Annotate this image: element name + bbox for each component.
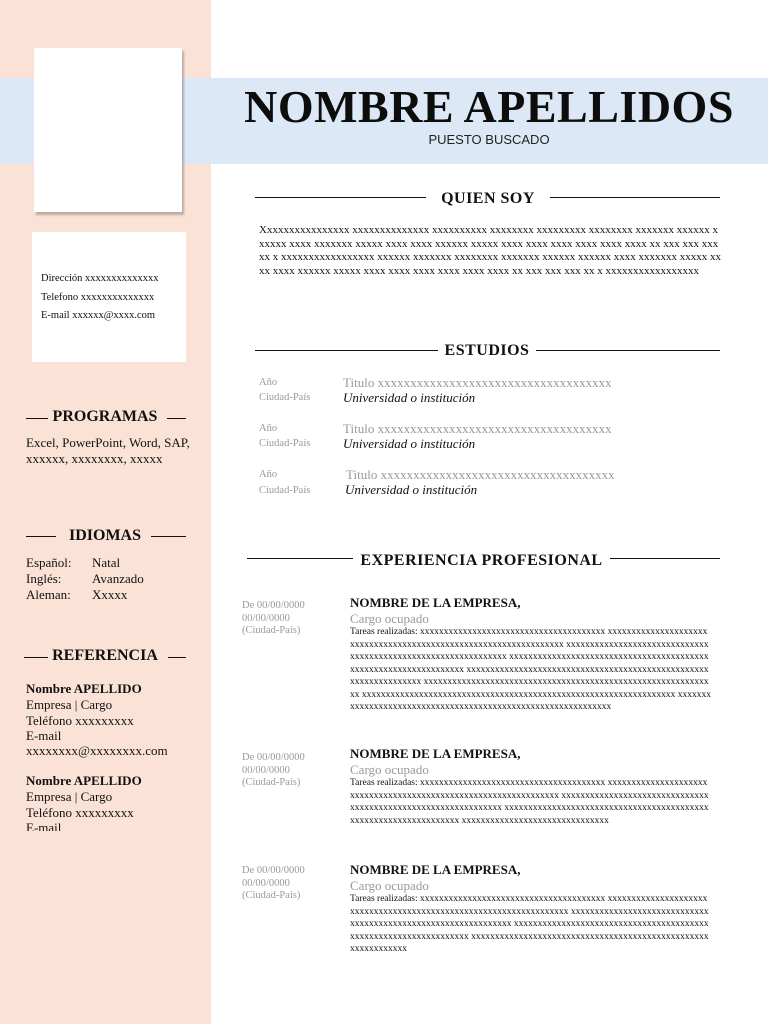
- candidate-name: NOMBRE APELLIDOS: [244, 81, 734, 132]
- experience-title: EXPERIENCIA PROFESIONAL: [360, 552, 603, 569]
- reference-email: xxxxxxxx@xxxxxxxx.com: [26, 743, 168, 758]
- language-row: [26, 571, 144, 587]
- experience-rule-left: [247, 558, 353, 559]
- reference-role: Empresa | Cargo: [26, 789, 113, 804]
- job-tasks: Tareas realizadas: xxxxxxxxxxxxxxxxxxxxxxxxxxxxxxxxxxxxxxx xxxxxxxxxxxxxxxxxxxxxxxxxxxxxxxxxxxxxxxxxxxxxxxxxxxxxxxxxxxxxxxxxx xxxxxxxxxxxxxxxxxxxxxxxxxxxxxxxxxxxxxxxxxxxxxxxxxxxxxxxxxxxxxxx xxxxxxxxxxxxxxxxxxxxxxxxxxxxxxxxxxxxxxxxxxxxxxxxxxxxxxxxxxxxxxxxxx xxxxxxxxxxxxxxxxxxxxxxxxxxxxxxxxxxxxxxxxxxxxxxxxxxxxxxxxxxxxxxxxxx xxxxxxxxxxxxxxxxxxxxxxxxxxxxxxxxxxxxxxxxxxxxxxxxxxxxxxxxxxxxxx xxxxxxxxxxxxxxxxxxxxxxxxxxxxxxxxxxxxxxxxxxxxxxxxxxxxxxxxxxxxxxxxxx xxxxxxxxxxxxxxxxxxxxxxxxxxxxxxxxxxxxxxxxxxxxxxxxxxxxxxxxxxxxxx: [350, 627, 711, 712]
- education-city: Ciudad-País: [259, 438, 311, 449]
- job-date-block: [242, 865, 305, 903]
- programs-line-1: Excel, PowerPoint, Word, SAP,: [26, 435, 190, 450]
- about-text: Xxxxxxxxxxxxxxxx xxxxxxxxxxxxxx xxxxxxxxxx xxxxxxxx xxxxxxxxx xxxxxxxx xxxxxxx xxxxxx xxxxxx xxxx xxxxxxx xxxxx xxxx xxxx xxxxxx xxxxx xxxx xxxx xxxx xxxx xxxx xxxx xx xxx xxx xxx xx x xxxxxxxxxxxxxxxxx xxxxxx xxxxxxx xxxxxxxx xxxxxxx xxxxxx xxxxxx xxxx xxxxxxx xxxxx xxxx xxxx xxxxxx xxxxx xxxx xxxx xxxx xxxx xxxx xxxx xx xxx xxx xxx xx x xxxxxxxxxxxxxxxxx: [259, 224, 721, 277]
- education-rule-right: [536, 350, 720, 351]
- job-date-to: 00/00/0000: [242, 764, 290, 776]
- job-place: (Ciudad-País): [242, 625, 301, 636]
- contact-phone: Telefono xxxxxxxxxxxxxx: [41, 292, 155, 303]
- reference-role: Empresa | Cargo: [26, 697, 113, 712]
- job-role: Cargo ocupado: [350, 611, 429, 626]
- job-place: (Ciudad-País): [242, 890, 301, 901]
- job-date-from: De 00/00/0000: [242, 752, 305, 763]
- contact-address: Dirección xxxxxxxxxxxxxx: [41, 273, 159, 284]
- job-company: NOMBRE DE LA EMPRESA,: [350, 595, 521, 610]
- job-role: Cargo ocupado: [350, 878, 429, 893]
- education-year: Año: [259, 423, 278, 434]
- job-company: NOMBRE DE LA EMPRESA,: [350, 746, 521, 761]
- about-rule-right: [550, 197, 720, 198]
- education-institution: Universidad o institución: [345, 482, 478, 497]
- language-row: [26, 587, 128, 603]
- contact-email: E-mail xxxxxx@xxxx.com: [41, 310, 156, 321]
- language-name: Inglés:: [26, 571, 62, 586]
- job-date-to: 00/00/0000: [242, 612, 290, 624]
- references-title: REFERENCIA: [52, 647, 158, 664]
- experience-rule-right: [610, 558, 720, 559]
- languages-title: IDIOMAS: [68, 527, 141, 544]
- language-level: Avanzado: [92, 571, 144, 586]
- reference-phone: Teléfono xxxxxxxxx: [26, 805, 134, 820]
- job-company: NOMBRE DE LA EMPRESA,: [350, 862, 521, 877]
- reference-email-clip: [0, 820, 211, 831]
- job-place: (Ciudad-País): [242, 777, 301, 788]
- education-title: ESTUDIOS: [444, 342, 530, 359]
- education-city: Ciudad-País: [259, 392, 311, 403]
- education-year: Año: [259, 377, 278, 388]
- job-date-block: [242, 752, 305, 790]
- reference-phone: Teléfono xxxxxxxxx: [26, 713, 134, 728]
- education-institution: Universidad o institución: [343, 390, 476, 405]
- job-role: Cargo ocupado: [350, 762, 429, 777]
- education-city: Ciudad-País: [259, 485, 311, 496]
- about-title: QUIEN SOY: [441, 190, 535, 207]
- job-tasks: Tareas realizadas: xxxxxxxxxxxxxxxxxxxxxxxxxxxxxxxxxxxxxxx xxxxxxxxxxxxxxxxxxxxxxxxxxxxxxxxxxxxxxxxxxxxxxxxxxxxxxxxxxxxxxxxxxx xxxxxxxxxxxxxxxxxxxxxxxxxxxxxxxxxxxxxxxxxxxxxxxxxxxxxxxxxxxxxxx xxxxxxxxxxxxxxxxxxxxxxxxxxxxxxxxxxxxxxxxxxxxxxxxxxxxxxxxxxxxxxxxxx xxxxxxxxxxxxxxxxxxxxxxxxxxxxxxxxxxxxxxxxxxxxxxxxxxxxxxxxxxxxxx: [350, 894, 709, 954]
- job-date-from: De 00/00/0000: [242, 600, 305, 611]
- reference-name: Nombre APELLIDO: [26, 681, 142, 696]
- job-date-from: De 00/00/0000: [242, 865, 305, 876]
- reference-name: Nombre APELLIDO: [26, 773, 142, 788]
- programs-line-2: xxxxxx, xxxxxxxx, xxxxx: [26, 451, 163, 466]
- education-rule-left: [255, 350, 438, 351]
- language-name: Español:: [26, 555, 72, 570]
- job-tasks: Tareas realizadas: xxxxxxxxxxxxxxxxxxxxxxxxxxxxxxxxxxxxxxx xxxxxxxxxxxxxxxxxxxxxxxxxxxxxxxxxxxxxxxxxxxxxxxxxxxxxxxxxxxxxxxxx xxxxxxxxxxxxxxxxxxxxxxxxxxxxxxxxxxxxxxxxxxxxxxxxxxxxxxxxxxxxxxx xxxxxxxxxxxxxxxxxxxxxxxxxxxxxxxxxxxxxxxxxxxxxxxxxxxxxxxxxxxxxxxxxx xxxxxxxxxxxxxxxxxxxxxxxxxxxxxxx: [350, 778, 709, 826]
- education-degree: Titulo xxxxxxxxxxxxxxxxxxxxxxxxxxxxxxxxxxxx: [343, 421, 612, 436]
- job-date-block: [242, 600, 305, 638]
- education-degree: Titulo xxxxxxxxxxxxxxxxxxxxxxxxxxxxxxxxxxxx: [346, 467, 615, 482]
- language-name: Aleman:: [26, 587, 71, 602]
- language-level: Natal: [92, 555, 121, 570]
- photo-placeholder: [34, 48, 182, 212]
- about-rule-left: [255, 197, 426, 198]
- language-row: [26, 555, 121, 571]
- education-degree: Titulo xxxxxxxxxxxxxxxxxxxxxxxxxxxxxxxxxxxx: [343, 375, 612, 390]
- reference-email-label: E-mail: [26, 820, 62, 831]
- contact-box: [32, 232, 186, 362]
- education-year: Año: [259, 469, 278, 480]
- desired-position: PUESTO BUSCADO: [428, 132, 550, 147]
- reference-email-label: E-mail: [26, 728, 62, 743]
- education-institution: Universidad o institución: [343, 436, 476, 451]
- programs-title: PROGRAMAS: [52, 408, 158, 425]
- language-level: Xxxxx: [92, 587, 128, 602]
- job-date-to: 00/00/0000: [242, 877, 290, 889]
